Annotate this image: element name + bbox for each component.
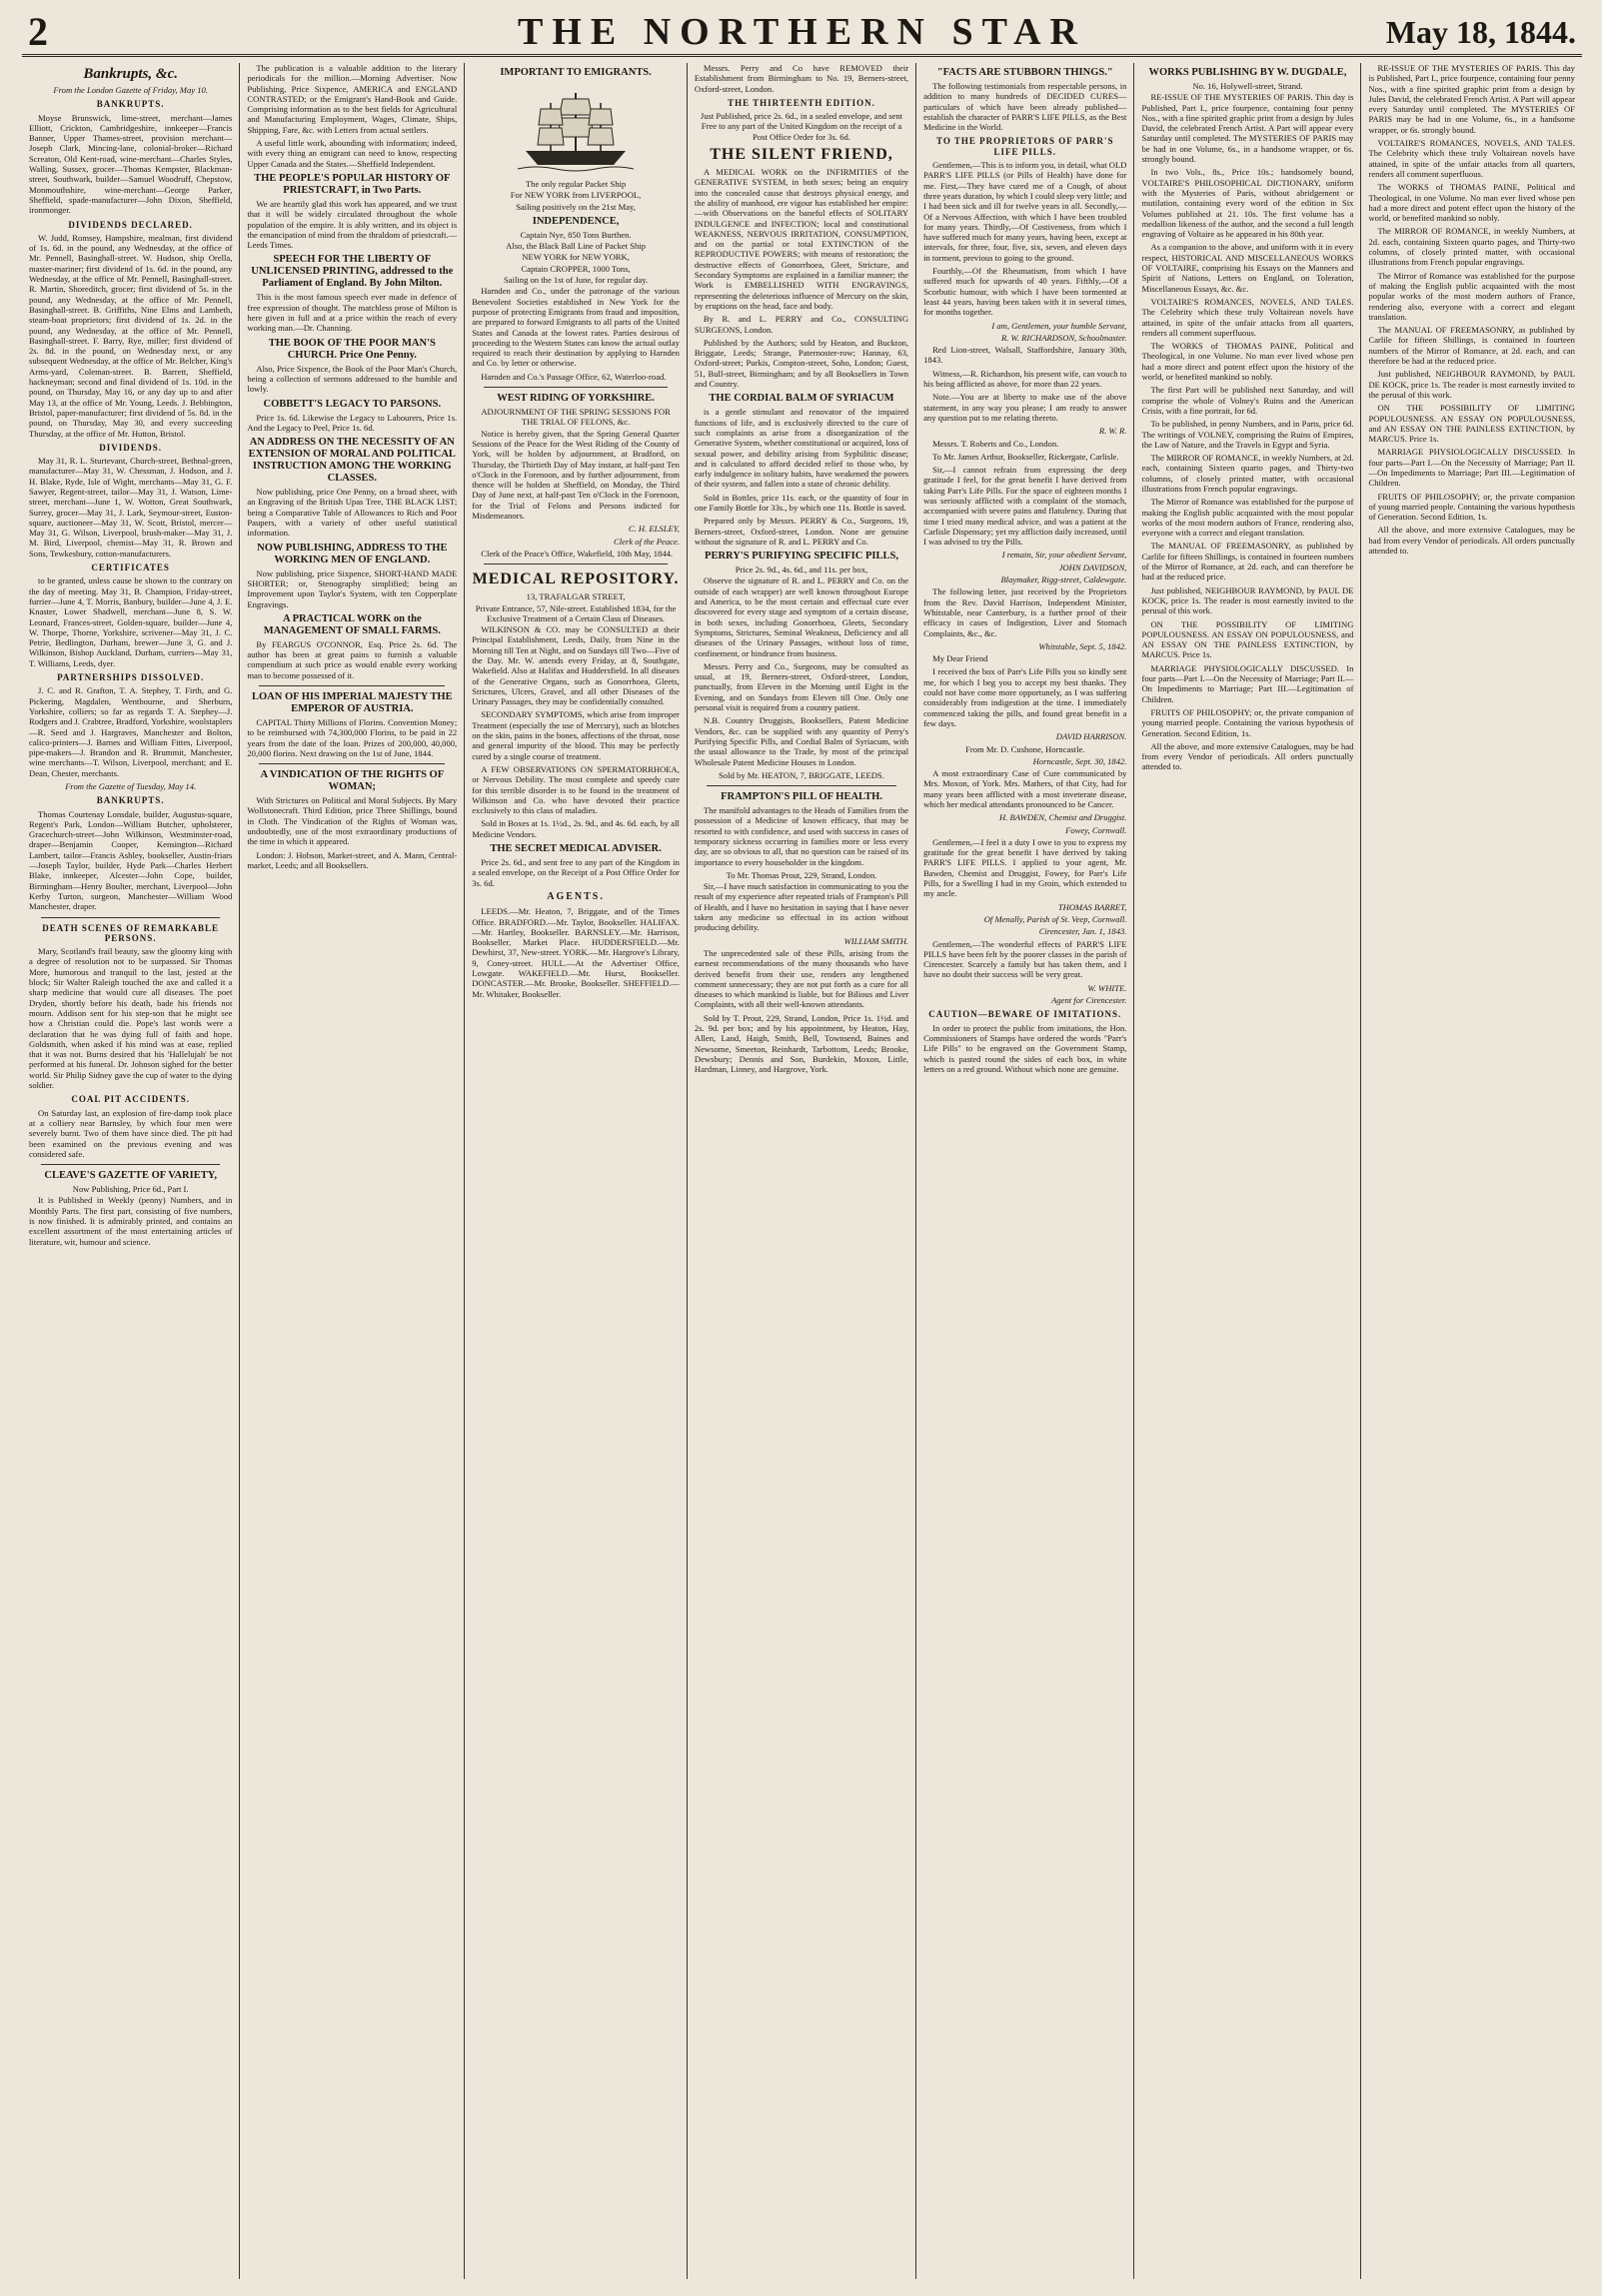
silent-friend-body: A MEDICAL WORK on the INFIRMITIES of the GENERATIVE SYSTEM, in both sexes; being an enquiry into the concealed cause that destroys physical energy, and the ability of manhood, ere vigour has established her empire:—with Observations on the baneful effects of SOLITARY INDULGENCE and INFECTION; local and constitutional WEAKNESS, NERVOUS IRRITATION, CONSUMPTION, and on the partial or total EXTINCTION of the REPRODUCTIVE POWERS; with means of restoration; the destructive effects of Gonorrhoea, Gleet, Stricture, and Secondary Symptoms are explained in a familiar manner; the Work is EMBELLISHED WITH ENGRAVINGS, representing the deleterious influence of Mercury on the skin, by eruptions on the head, face and body. xyxy=(694,167,909,311)
mirror-of-romance-ad-cont: The MIRROR OF ROMANCE, in weekly Numbers, at 2d. each, containing Sixteen quarto pages, and Thirty-two columns, of closely printed matter, with occasional illustrations from French popular engravings. xyxy=(1368,226,1575,268)
frampton-letter: Sir,—I have much satisfaction in communicating to you the result of my experience after repeated trials of Frampton's Pill of Health, and I have no hesitation in saying that I have never taken any medicine so effectual in its action without producing debility. xyxy=(694,881,909,933)
partnerships-list: J. C. and R. Grafton, T. A. Stephey, T. Firth, and G. Pickering, Magdalen, Wentbourne, and Sherburn, Yorkshire, colliers; so far as regards T. A. Stephey—J. Rodgers and J. Crabtree, Bradford, Yorkshire, woolstaplers—R. Seed and J. Hargraves, Manchester and Bolton, calico-printers—J. Barnes and William Fittes, Liverpool, pipe-makers—J. Brandon and R. Brummit, Manchester, wine merchants—T. Wilson, Liverpool, merchant; and E. Dean, Chester, merchants. xyxy=(29,685,233,778)
initials-signature: R. W. R. xyxy=(1098,426,1127,437)
bankrupts-heading: BANKRUPTS. xyxy=(96,99,165,110)
poor-mans-church-text: Also, Price Sixpence, the Book of the Poor Man's Church, being a collection of sermons addressed to the humble and lowly. xyxy=(247,363,458,395)
bawden-signature: H. BAWDEN, Chemist and Druggist. xyxy=(999,812,1127,823)
neighbour-raymond-ad: Just published, NEIGHBOUR RAYMOND, by PAUL DE KOCK, price 1s. The reader is most earnestly invited to the perusal of this work. xyxy=(1141,584,1354,616)
white-letter: Gentlemen,—The wonderful effects of PARR'S LIFE PILLS have been felt by the poorer classes in the parish of Cirencester. Scarcely a family but has taken them, and I have no doubt their success will be very great. xyxy=(923,938,1127,980)
voltaire-dictionary-ad: In two Vols., 8s., Price 10s.; handsomely bound, VOLTAIRE'S PHILOSOPHICAL DICTIONARY, uniform with the Mysteries of Paris, without abridgement or mutilation, containing every word of the edition in Six Volumes published at 21. 10s. The first volume has a medallion likeness of the author, and the second a full length engraving of Voltaire as he appeared in his 80th year. xyxy=(1141,167,1354,240)
certificates-heading: CERTIFICATES xyxy=(91,563,170,574)
column-parr-pills xyxy=(916,63,1134,2279)
freemasonry-manual-ad-cont: The MANUAL OF FREEMASONRY, as published by Carlile for fifteen Shillings, is contained in fourteen numbers of the Mirror of Romance, at 2d. each, and can therefore be had at the reduced price. xyxy=(1368,325,1575,367)
specific-pills-body: Observe the signature of R. and L. PERRY and Co. on the outside of each wrapper) are well known throughout Europe and America, to be the most certain and effectual cure ever discovered for every stage and symptom of a certain disease, in both sexes, including Gonorrhoea, Gleets, Secondary Symptoms, Strictures, Seminal Weakness, Deficiency and all diseases of the Urinary Passages, without loss of time, confinement, or hindrance from business. xyxy=(694,575,909,658)
secret-adviser-body: Price 2s. 6d., and sent free to any part of the Kingdom in a sealed envelope, on the Receipt of a Post Office Order for 3s. 6d. xyxy=(472,857,680,888)
edition-sub: Just Published, price 2s. 6d., in a sealed envelope, and sent Free to any part of the United Kingdom on the receipt of a Post Office Order for 3s. 6d. xyxy=(700,111,903,142)
richardson-closing: I am, Gentlemen, your humble Servant, xyxy=(991,320,1127,331)
richardson-place: Red Lion-street, Walsall, Staffordshire, January 30th, 1843. xyxy=(923,345,1127,366)
gazette-source: From the London Gazette of Friday, May 10. xyxy=(53,85,208,95)
bankrupts-list: Moyse Brunswick, lime-street, merchant—James Elliott, Crickton, Cambridgeshire, innkeeper—Francis Banner, Upper Thames-street, provision merchant—Joseph Clark, Mincing-lane, colonial-broker—Richard Screaton, Old Kent-road, wine-merchant—Charles Styles, Walling, Sussex, grocer—Thomas Kempster, Blackman-street, Southwark, builder—Samuel Woodruff, Chepstow, Monmouthshire, wine-merchant—George Parker, Sheffield, spade-manufacturer—John Dixon, Sheffield, ironmonger. xyxy=(29,112,233,216)
priestcraft-title: THE PEOPLE'S POPULAR HISTORY OF PRIESTCRAFT, in Two Parts. xyxy=(254,172,451,196)
mathers-case: A most extraordinary Case of Cure communicated by Mrs. Moxon, of York. Mrs. Mathers, of that City, had for many years been afflicted with a most inveterate disease, which her medical attendants pronounced to be Cancer. xyxy=(923,768,1127,809)
agents-title: AGENTS. xyxy=(547,890,605,902)
silent-friend-authors: By R. and L. PERRY and Co., CONSULTING SURGEONS, London. xyxy=(694,314,909,335)
sheffield-review: A useful little work, abounding with information; indeed, with every thing an emigrant can need to know, respecting Upper Canada and the States.—Sheffield Independent. xyxy=(247,138,458,169)
note-text: Note.—You are at liberty to make use of the above statement, in any way you please; I am ready to answer any question put to me relating thereto. xyxy=(923,392,1127,423)
bankrupts-list-2: Thomas Courtenay Lonsdale, builder, Augustus-square, Regent's Park, London—William Butcher, upholsterer, Gracechurch-street—John Wilkinson, Westminster-road, draper—Benjamin Cooper, Kensington—Richard Lambert, tailor—Francis Ashley, bookseller, Austin-friars—Joseph Taylor, builder, Hyde Park—Charles Herbert Blake, innkeeper, Alcester—John Cope, builder, Birmingham—Henry Boulter, merchant, Liverpool—John Kerby Turton, surgeon, Manchester—William Wood Manchester, draper. xyxy=(29,808,233,912)
bankrupts-section-title: Bankrupts, &c. xyxy=(83,66,178,82)
richardson-letter-2: Fourthly,—Of the Rheumatism, from which I have suffered much for upwards of 40 years. Fifthly,—Of a Scorbutic humour, with which I have been tormented at least 44 years, having been taken with it in several times, for months together. xyxy=(923,266,1127,318)
barret-place: Of Menally, Parish of St. Veep, Cornwall. xyxy=(983,913,1127,924)
divider xyxy=(484,564,668,565)
frampton-addressee: To Mr. Thomas Prout, 229, Strand, London. xyxy=(726,869,877,880)
publisher-footer: London: J. Hobson, Market-street, and A. Mann, Central-market, Leeds; and all Booksellers. xyxy=(247,849,458,870)
west-riding-title: WEST RIDING OF YORKSHIRE. xyxy=(497,393,655,405)
dividends-declared-heading: DIVIDENDS DECLARED. xyxy=(68,219,193,230)
page-number: 2 xyxy=(28,9,48,54)
harrison-salutation: My Dear Friend xyxy=(932,653,988,664)
priestcraft-review: We are heartily glad this work has appeared, and we trust that it will be widely circulated throughout the whole population of the empire. It is ably written, and its object is the emancipation of mind from the thraldom of priestcraft.—Leeds Times. xyxy=(247,198,458,251)
issue-date: May 18, 1844. xyxy=(1385,14,1576,50)
dugdale-address: No. 16, Holywell-street, Strand. xyxy=(1192,81,1303,91)
emigrants-title: IMPORTANT TO EMIGRANTS. xyxy=(500,67,652,78)
freemasonry-manual-ad: The MANUAL OF FREEMASONRY, as published by Carlile for fifteen Shillings, is contained in fourteen numbers of the Mirror of Romance, at 2d. each, and can therefore be had at the reduced price. xyxy=(1141,541,1354,582)
medical-repository-sub: Private Entrance, 57, Nile-street. Established 1834, for the Exclusive Treatment of a Certain Class of Diseases. xyxy=(475,602,677,623)
specific-pills-trade: N.B. Country Druggists, Booksellers, Patent Medicine Vendors, &c. can be supplied with any quantity of Perry's Purifying Specific Pills, and Cordial Balm of Syriacum, with the usual allowance to the Trade, by most of the principal Wholesale Patent Medicine Houses in London. xyxy=(694,715,909,767)
white-role: Agent for Cirencester. xyxy=(1051,995,1127,1006)
ship-line-2: For NEW YORK from LIVERPOOL, xyxy=(510,190,642,201)
fruits-of-philosophy-ad: FRUITS OF PHILOSOPHY; or, the private companion of young married people. Containing the various hypothesis of Generation. Second Edition, 1s. xyxy=(1141,706,1354,738)
ship-line-3: Sailing positively on the 21st May, xyxy=(516,201,636,212)
columns xyxy=(22,63,1582,2279)
west-riding-place: Clerk of the Peace's Office, Wakefield, 10th May, 1844. xyxy=(481,548,674,559)
populousness-essay-ad-cont: ON THE POSSIBILITY OF LIMITING POPULOUSNESS. AN ESSAY ON POPULOUSNESS, and AN ESSAY ON THE PAINLESS EXTINCTION, by MARCUS. Price 1s. xyxy=(1368,403,1575,445)
masthead xyxy=(22,10,1582,57)
west-riding-signature-role: Clerk of the Peace. xyxy=(614,536,680,547)
catalogues-note-cont: All the above, and more extensive Catalogues, may be had from every Vendor of periodicals. All orders punctually attended to. xyxy=(1368,525,1575,557)
harrison-signature: DAVID HARRISON. xyxy=(1055,731,1127,742)
tuesday-gazette-source: From the Gazette of Tuesday, May 14. xyxy=(65,781,197,791)
agents-list: LEEDS.—Mr. Heaton, 7, Briggate, and of the Times Office. BRADFORD.—Mr. Taylor, Bookseller. HALIFAX.—Mr. Hartley, Bookseller. BARNSLEY.—Mr. Harrison, Bookseller, Market Place. HUDDERSFIELD.—Mr. Dewhirst, 37, New-street. YORK.—Mr. Hargrove's Library, 9, Coney-street. HULL.—At the Advertiser Office, Lowgate. WAKEFIELD.—Mr. Hurst, Bookseller. DONCASTER.—Mr. Brooke, Bookseller. SHEFFIELD.—Mr. Whitaker, Bookseller. xyxy=(472,906,680,999)
white-place: Cirencester, Jan. 1, 1843. xyxy=(1038,926,1127,937)
specific-pills-title: PERRY'S PURIFYING SPECIFIC PILLS, xyxy=(705,551,898,563)
cleave-gazette-body: It is Published in Weekly (penny) Numbers, and in Monthly Parts. The first part, consisting of five numbers, is now finished. It is admirably printed, and contains an excellent assortment of the most entertaining articles of literature, wit, humour and science. xyxy=(29,1195,233,1247)
frampton-body: The manifold advantages to the Heads of Families from the possession of a Medicine of known efficacy, that may be resorted to with confidence, and used with success in cases of temporary sickness occurring in families more or less every day, are so obvious to all, that no question can be raised of its importance to every householder in the kingdom. xyxy=(694,805,909,867)
dugdale-title: WORKS PUBLISHING BY W. DUGDALE, xyxy=(1148,67,1347,78)
emigrant-handbook-ad: The publication is a valuable addition to the literary periodicals for the million.—Morning Advertiser. Now Publishing, Price Sixpence, AMERICA and ENGLAND CONTRASTED; or the Emigrant's Hand-Book and Guide. Comprising information as to the best fields for Agricultural and Manufacturing Employment, Wages, Climate, Ships, Shipping, Fare, &c. with Letters from actual settlers. xyxy=(247,63,458,135)
cordial-balm-price: Sold in Bottles, price 11s. each, or the quantity of four in one Family Bottle for 33s., by which one 11s. Bottle is saved. xyxy=(694,492,909,513)
richardson-name: R. W. RICHARDSON, Schoolmaster. xyxy=(1000,332,1127,343)
instruction-address-title: AN ADDRESS ON THE NECESSITY OF AN EXTENSION OF MORAL AND POLITICAL INSTRUCTION AMONG THE WORKING CLASSES. xyxy=(248,437,456,485)
short-hand-text: Now publishing, price Sixpence, SHORT-HAND MADE SHORTER; or, Stenography simplified; being an Improvement upon Taylor's System, with ten Copperplate Engravings. xyxy=(247,568,458,609)
frampton-agents: Sold by T. Prout, 229, Strand, London, Price 1s. 1½d. and 2s. 9d. per box; and by his appointment, by Heaton, Hay, Allen, Land, Haigh, Smith, Bell, Townsend, Baines and Newsome, Smeeton, Reinhardt, Tarbottom, Leeds; Brooke, Dewsbury; Dennis and Son, Burdekin, Moxon, Little, Hardman, Linney, and Hargrove, York. xyxy=(694,1012,909,1075)
divider xyxy=(484,387,668,388)
coal-pit-heading: COAL PIT ACCIDENTS. xyxy=(71,1094,190,1105)
witness-text: Witness,—R. Richardson, his present wife, can vouch to his being afflicted as above, for more than 22 years. xyxy=(923,368,1127,390)
bawden-place: Fowey, Cornwall. xyxy=(1065,824,1127,835)
west-riding-body: Notice is hereby given, that the Spring General Quarter Sessions of the Peace for the West Riding of the County of York, will be holden by adjournment, at Bradford, on Thursday, the Thirtieth Day of May instant, at half-past Ten o'Clock in the Forenoon, and by further adjournment, from thence will be holden at Sheffield, on Monday, the Third Day of June next, at half-past Ten o'Clock in the Forenoon, for the Trial of Felons and Persons indicted for Misdemeanors. xyxy=(472,428,680,522)
arthur-addressee: To Mr. James Arthur, Bookseller, Rickergate, Carlisle. xyxy=(932,451,1119,462)
cleave-gazette-price: Now Publishing, Price 6d., Part I. xyxy=(72,1184,189,1195)
davidson-closing: I remain, Sir, your obedient Servant, xyxy=(1001,550,1127,561)
marriage-discussed-ad: MARRIAGE PHYSIOLOGICALLY DISCUSSED. In four parts—Part I.—On the Necessity of Marriage; Part II.—On Impediments to Marriage; Part III.—Legitimation of Children. xyxy=(1141,662,1354,704)
roberts-addressee: Messrs. T. Roberts and Co., London. xyxy=(932,438,1059,449)
paine-works-ad: The WORKS of THOMAS PAINE, Political and Theological, in one Volume. No man ever lived whose pen had a more direct and potent effect upon the history of the world, or benefited mankind so nobly. xyxy=(1141,341,1354,383)
barret-signature: THOMAS BARRET, xyxy=(1057,901,1127,912)
medical-repository-body-3: A FEW OBSERVATIONS ON SPERMATORRHOEA, or Nervous Debility. The most complete and speedy cure for this terrible disorder is to be found in the treatment of Wilkinson and Co. who have devoted their practice exclusively to this class of maladies. xyxy=(472,763,680,816)
divider xyxy=(259,763,445,764)
facts-intro: The following testimonials from respectable persons, in addition to many hundreds of DECIDED CURES—particulars of which have been already published—establish the character of PARR'S LIFE PILLS, as the Best Medicine in the World. xyxy=(923,81,1127,133)
mirror-of-romance-ad: The MIRROR OF ROMANCE, in weekly Numbers, at 2d. each, containing Sixteen quarto pages, and Thirty-two columns, of closely printed matter, with occasional illustrations from French popular engravings. xyxy=(1141,453,1354,494)
barret-letter: Gentlemen,—I feel it a duty I owe to you to express my gratitude for the great benefit I have derived by taking PARR'S LIFE PILLS. I applied to your agent, Mr. Bawden, Chemist and Druggist, Fowey, for Parr's Life Pills, for a Swelling I had in my Groin, which extended to my ancle. xyxy=(923,836,1127,899)
black-list-text: Now publishing, price One Penny, on a broad sheet, with an Engraving of the British Upas Tree, THE BLACK LIST; being a Comparative Table of Allowances to Rich and Poor Paupers, with a variety of other useful statistical information. xyxy=(247,487,458,539)
harrison-letter: I received the box of Parr's Life Pills you so kindly sent me, for which I beg you to accept my best thanks. They could not have come more opportunely, as I was suffering considerably from indigestion at the time. I immediately commenced taking the pills, and found great benefit in a few days. xyxy=(923,666,1127,728)
ship-line-9: Sailing on the 1st of June, for regular day. xyxy=(504,275,649,286)
voltaire-works-ad: As a companion to the above, and uniform with it in every respect, HISTORICAL AND MISCELLANEOUS WORKS OF VOLTAIRE, comprising his Essays on the Manners and Spirit of Nations, Letters on England, on Toleration, Miscellaneous Essays, &c. &c. xyxy=(1141,242,1354,294)
cleave-gazette-title: CLEAVE'S GAZETTE OF VARIETY, xyxy=(44,1170,217,1182)
medical-repository-body-2: SECONDARY SYMPTOMS, which arise from improper Treatment (especially the use of Mercury), such as blotches on the skin, pains in the bones, affections of the throat, nose and general impurity of the blood. This may be perfectly cured by a single course of treatment. xyxy=(472,709,680,761)
medical-repository-body: WILKINSON & CO. may be CONSULTED at their Principal Establishment, Leeds, Daily, from Nine in the Morning till Ten at Night, and on Sundays till Two—Five of the Day. Mr. W. attends every Friday, at 8, Southgate, Wakefield. Also at Halifax and Huddersfield. In all diseases of the Generative Organs, such as Gonorrhoea, Gleets, Strictures, Ulcers, Gravel, and all other Diseases of the Urinary Passages, they may be confidentially consulted. xyxy=(472,624,680,707)
coal-pit-text: On Saturday last, an explosion of fire-damp took place at a colliery near Barnsley, by which four men were severely burnt. Two of them have since died. The pit had been examined on the previous evening and was considered safe. xyxy=(29,1107,233,1159)
mirror-of-romance-purpose-cont: The Mirror of Romance was established for the purpose of making the English public acquainted with the most popular works of the most modern authors of France, rendering also, everyone with a correct and elegant translation. xyxy=(1368,270,1575,322)
edition-label: THE THIRTEENTH EDITION. xyxy=(728,97,875,108)
richardson-letter: Gentlemen,—This is to inform you, in detail, what OLD PARR'S LIFE PILLS (or Pills of Health) have done for me. First,—They have cured me of a Cough, of about three years duration, by which I could sleep very little; and I had been sick and ill for twelve years in all. Secondly,—Of a Nervous Affection, with which I have been troubled for many years. Thirdly,—Of Costiveness, from which I have suffered much for many years, having been, except at intervals, for three, four, five, six, seven, and eleven days in torment, previous to going to the ground. xyxy=(923,160,1127,263)
rights-of-woman-text: With Strictures on Political and Moral Subjects. By Mary Wollstonecraft. Third Edition, price Three Shillings, bound in Cloth. The Vindication of the Rights of Woman was, undoubtedly, one of the most extraordinary productions of the time in which it appeared. xyxy=(247,795,458,847)
harrison-place: Whitstable, Sept. 5, 1842. xyxy=(1038,640,1127,651)
divider xyxy=(41,917,220,918)
newspaper-title: THE NORTHERN STAR xyxy=(517,11,1087,53)
facts-title: "FACTS ARE STUBBORN THINGS." xyxy=(936,67,1113,78)
frampton-body-2: The unprecedented sale of these Pills, arising from the earnest recommendations of the many thousands who have derived benefit from their use, renders any lengthened comment unnecessary; they are not put forth as a cure for all diseases to which mankind is liable, but for Bilious and Liver Complaints, with all their well-known attendants. xyxy=(694,947,909,1010)
divider xyxy=(41,1164,220,1165)
column-silent-friend xyxy=(688,63,916,2279)
catalogues-note: All the above, and more extensive Catalogues, may be had from every Vendor of periodicals. All orders punctually attended to. xyxy=(1141,740,1354,772)
caution-text: In order to protect the public from imitations, the Hon. Commissioners of Stamps have ordered the words "Parr's Life Pills" to be engraved on the Government Stamp, which is pasted round the sides of each box, in white letters on a red ground. Without which none are genuine. xyxy=(923,1022,1127,1074)
column-continuation xyxy=(1361,63,1582,2279)
davidson-name: JOHN DAVIDSON, xyxy=(1058,562,1127,573)
ship-line-7: NEW YORK for NEW YORK, xyxy=(522,252,630,263)
milton-speech-title: SPEECH FOR THE LIBERTY OF UNLICENSED PRINTING, addressed to the Parliament of England. By John Milton. xyxy=(251,254,454,290)
column-dugdale-works xyxy=(1134,63,1361,2279)
silent-friend-publishers: Published by the Authors; sold by Heaton, and Buckton, Briggate, Leeds; Strange, Paternoster-row; Hannay, 63, Oxford-street; Purkis, Compton-street, Soho, London; Guest, 51, Bull-street, Birmingham; and by all Booksellers in Town and Country. xyxy=(694,337,909,390)
small-farms-text: By FEARGUS O'CONNOR, Esq. Price 2s. 6d. The author has been at great pains to furnish a valuable compendium at such price as would enable every working man to become possessed of it. xyxy=(247,638,458,680)
mirror-of-romance-purpose: The Mirror of Romance was established for the purpose of making the English public acquainted with the most popular works of the most modern authors of France, rendering also, everyone with a correct and elegant translation. xyxy=(1141,497,1354,539)
cushone-from: From Mr. D. Cushone, Horncastle. xyxy=(965,743,1085,754)
cobbett-legacy-text: Price 1s. 6d. Likewise the Legacy to Labourers, Price 1s. And the Legacy to Peel, Price 1s. 6d. xyxy=(247,412,458,433)
death-scenes-text: Mary, Scotland's frail beauty, saw the gloomy king with a degree of resolution not to be surpassed. Sir Thomas More, humorous and tranquil to the last, jested at the block; Sir Walter Raleigh touched the axe and called it a sharp medicine that would cure all diseases. The poet Dryden, shortly before his death, bade his friends not mourn. Addison sent for his step-son that he might see how a Christian could die. Pope's last words were a declaration that he was dying full of faith and hope. Goldsmith, when asked if his mind was at ease, replied that it was not. Burns desired that his 'Hallelujah' be not performed at his funeral. Dr. Johnson sighed for the better world. Sir Philip Sidney gave the cup of water to the dying soldier. xyxy=(29,946,233,1091)
to-proprietors: TO THE PROPRIETORS OF PARR'S LIFE PILLS. xyxy=(936,136,1114,157)
poor-mans-church-title: THE BOOK OF THE POOR MAN'S CHURCH. Price One Penny. xyxy=(268,337,436,361)
harnden-address: Harnden and Co.'s Passage Office, 62, Waterloo-road. xyxy=(481,371,667,382)
dividends-declared-list: W. Judd, Romsey, Hampshire, mealman, first dividend of 1s. 6d. in the pound, any Wednesday, at the office of Mr. Pennell, Basinghall-street. W. Hudson, ship Orella, master-mariner; first dividend of 1s. 6d. in the pound, any Wednesday, at the office of Mr. Pennell, Basinghall-street. R. Martin, Shoreditch, grocer; first dividend of 5s. in the pound, any Wednesday, at the office of Mr. Pennell, Basinghall-street. B. Griffiths, Nine Elms and Lambeth, steam-boat proprietors; first dividend of 1s. 2d. in the pound, any Wednesday, at the office of Mr. Pennell, Basinghall-street. F. Barry, Rye, miller; first dividend of 2s. 8d. in the pound, on Wednesday next, or any subsequent Wednesday, at the office of Mr. Belcher, King's Arms-yard, Coleman-street. B. Barrett, Sheffield, hackneyman; second and final dividend of 1s. 10d. in the pound, on Thursday, May 16, or any day up to and after May 13, at the office of Mr. Young, Leeds. J. Bebbington, Bristol, paper-manufacturer; first dividend of 5s. 8d. in the pound, on Thursday, May 30, and every succeeding Thursday, at the office of Mr. Hutton, Bristol. xyxy=(29,232,233,439)
rights-of-woman-title: A VINDICATION OF THE RIGHTS OF WOMAN; xyxy=(260,769,445,793)
harrison-intro: The following letter, just received by the Proprietors from the Rev. David Harrison, Independent Minister, Whitstable, near Canterbury, is a further proof of their efficacy in cases of Indigestion, Liver and Stomach Complaints, &c., &c. xyxy=(923,586,1127,638)
milton-speech-review: This is the most famous speech ever made in defence of free expression of thought. The matchless prose of Milton is here given in full and at a price within the reach of every working man.—Dr. Channing. xyxy=(247,292,458,334)
sailing-ship-illustration xyxy=(516,85,636,175)
populousness-essay-ad: ON THE POSSIBILITY OF LIMITING POPULOUSNESS. AN ESSAY ON POPULOUSNESS, and AN ESSAY ON THE PAINLESS EXTINCTION, by MARCUS. Price 1s. xyxy=(1141,618,1354,660)
west-riding-sub: ADJOURNMENT OF THE SPRING SESSIONS FOR THE TRIAL OF FELONS, &c. xyxy=(481,407,671,428)
austria-loan-title: LOAN OF HIS IMPERIAL MAJESTY THE EMPEROR OF AUSTRIA. xyxy=(251,690,453,714)
paine-works-ad-cont: The WORKS of THOMAS PAINE, Political and Theological, in one Volume. No man ever lived whose pen had a more direct and potent effect upon the history of the world, or benefited mankind so nobly. xyxy=(1368,182,1575,224)
austria-loan-text: CAPITAL Thirty Millions of Florins. Convention Money; to be reimbursed with 74,300,000 Florins, to be paid in 22 years from the date of the loan. Prizes of 200,000, 40,000, 20,000 florins. Next drawing on the 1st of June, 1844. xyxy=(247,716,458,758)
frampton-letter-signature: WILLIAM SMITH. xyxy=(843,935,909,946)
specific-pills-consult: Messrs. Perry and Co., Surgeons, may be consulted as usual, at 19, Berners-street, Oxford-street, London, punctually, from Eleven in the Morning until Eight in the Evening, and on Sundays from Eleven till One. Only one personal visit is required from a country patient. xyxy=(694,660,909,713)
voltaire-romances-ad-cont: VOLTAIRE'S ROMANCES, NOVELS, AND TALES. The Celebrity which these truly Voltairean novels have attained, in spite of the unfair attacks from all quarters, renders all comment superfluous. xyxy=(1368,138,1575,179)
bankrupts-heading-2: BANKRUPTS. xyxy=(96,795,165,806)
secret-adviser-title: THE SECRET MEDICAL ADVISER. xyxy=(490,843,662,855)
partnerships-heading: PARTNERSHIPS DISSOLVED. xyxy=(57,672,205,683)
medical-repository-address: 13, TRAFALGAR STREET, xyxy=(526,591,626,602)
mysteries-of-paris-ad: RE-ISSUE OF THE MYSTERIES OF PARIS. This day is Published, Part I., price fourpence, containing four penny Nos., with a fine spirited graphic print from a design by Jules David, the celebrated French Artist. A Part will appear every Saturday until completed. The MYSTERIES OF PARIS may be had in one Volume, 6s., in a handsome wrapper, or 6s. strongly bound. xyxy=(1141,92,1354,165)
ship-line-4: INDEPENDENCE, xyxy=(532,215,620,227)
cobbett-legacy-title: COBBETT'S LEGACY TO PARSONS. xyxy=(263,398,442,410)
small-farms-title: A PRACTICAL WORK on the MANAGEMENT OF SMALL FARMS. xyxy=(263,612,441,636)
marriage-discussed-ad-cont: MARRIAGE PHYSIOLOGICALLY DISCUSSED. In four parts—Part I.—On the Necessity of Marriage; Part II.—On Impediments to Marriage; Part III.—Legitimation of Children. xyxy=(1368,447,1575,489)
west-riding-signature: C. H. ELSLEY, xyxy=(628,524,680,535)
ship-line-1: The only regular Packet Ship xyxy=(525,179,627,189)
cushone-place: Horncastle, Sept. 30, 1842. xyxy=(1032,755,1127,766)
divider xyxy=(707,785,896,786)
cordial-balm-maker: Prepared only by Messrs. PERRY & Co., Surgeons, 19, Berners-street, Oxford-street, London. None are genuine without the signature of R. and L. PERRY and Co. xyxy=(694,516,909,547)
divider xyxy=(259,685,445,686)
voltaire-romances-ad: VOLTAIRE'S ROMANCES, NOVELS, AND TALES. The Celebrity which these truly Voltairean novels have attained, in spite of the unfair attacks from all quarters, renders all comment superfluous. xyxy=(1141,296,1354,338)
davidson-place: Blaymaker, Rigg-street, Caldewgate. xyxy=(1000,574,1127,585)
certificates-list: to be granted, unless cause be shown to the contrary on the day of meeting. May 31, B. Champion, Friday-street, furrier—June 4, T. Morris, Banbury, builder—June 4, J. E. Knaster, Lower Shadwell, merchant—June 8, S. W. Leonard, Frances-street, Golden-square, builder—June 4, W. Thorpe, Thorne, Yorkshire, scrivener—May 31, J. C. Petrie, Bedlington, Durham, brewer—June 3, G. and J. Wilkinson, Bishop Auckland, Durham, curriers—May 31, T. Williams, Leeds, dyer. xyxy=(29,575,233,668)
ship-line-6: Also, the Black Ball Line of Packet Ship xyxy=(506,241,646,252)
frampton-title: FRAMPTON'S PILL OF HEALTH. xyxy=(721,791,882,803)
dividends-list: May 31, R. L. Sturtevant, Church-street, Bethnal-green, manufacturer—May 31, W. Chessman, J. Hodson, and J. H. Blake, Ryde, Isle of Wight, merchants—May 31, G. F. Sawyer, Regent-street, tailor—May 31, J. Watson, Lime-street, merchant—June 1, W. Wotton, Great Southwark, Surrey, grocer—May 31, J. Lark, Seymour-street, Euston-square, auctioneer—May 31, W. Scott, Bristol, mercer—May 31, G. Wilson, Liverpool, brush-maker—May 31, J. M. Bird, Liverpool, chemist—May 31, R. Brown and Sons, Tewkesbury, cotton-manufacturers. xyxy=(29,456,233,559)
volney-writings-ad: To be published, in penny Numbers, and in Parts, price 6d. The writings of VOLNEY, comprising the Ruins of Empires, the Law of Nature, and the Travels in Egypt and Syria. xyxy=(1141,419,1354,450)
working-men-address-title: NOW PUBLISHING, ADDRESS TO THE WORKING MEN OF ENGLAND. xyxy=(257,542,448,566)
cordial-balm-title: THE CORDIAL BALM OF SYRIACUM xyxy=(709,393,894,405)
death-scenes-heading: DEATH SCENES OF REMARKABLE PERSONS. xyxy=(42,922,220,943)
caution-title: CAUTION—BEWARE OF IMITATIONS. xyxy=(928,1009,1122,1020)
fruits-of-philosophy-ad-cont: FRUITS OF PHILOSOPHY; or, the private companion of young married people. Containing the various hypothesis of Generation. Second Edition, 1s. xyxy=(1368,491,1575,523)
column-emigrants-medical xyxy=(465,63,688,2279)
heaton-sold-by: Sold by Mr. HEATON, 7, BRIGGATE, LEEDS. xyxy=(719,769,884,780)
white-signature: W. WHITE. xyxy=(1087,982,1127,993)
silent-friend-title: THE SILENT FRIEND, xyxy=(710,146,893,164)
medical-repository-body-4: Sold in Boxes at 1s. 1½d., 2s. 9d., and 4s. 6d. each, by all Medicine Vendors. xyxy=(472,818,680,839)
volney-part-ad: The first Part will be published next Saturday, and will comprise the whole of Volney's Ruins and the American Crisis, with a fine portrait, for 6d. xyxy=(1141,385,1354,416)
cordial-balm-body: is a gentle stimulant and renovator of the impaired functions of life, and is exclusively directed to the cure of such complaints as arise from a disorganization of the Generative System, whether constitutional or acquired, loss of sexual power, and debility arising from Syphilitic disease; and is calculated to afford decided relief to those who, by early indulgence in solitary habits, have weakened the powers of their system, and fallen into a state of chronic debility. xyxy=(694,407,909,490)
davidson-letter: Sir,—I cannot refrain from expressing the deep gratitude I feel, for the great benefit I have derived from taking Parr's Life Pills. For the space of eighteen months I was seriously afflicted with a complaint of the stomach, accompanied with severe pains and flatulency. During that time I tried many medical advice, and was a patient at the Carlisle Dispensary; yet my affliction daily increased, until I was advised to try the Pills. xyxy=(923,465,1127,548)
harnden-body: Harnden and Co., under the patronage of the various Benevolent Societies established in New York for the purpose of protecting Emigrants from fraud and imposition, are prepared to forward Emigrants to all parts of the United States and Canada at the lowest rates. Parties desirous of proceeding to the Western States can know the actual outlay required to reach their destination by applying to Harnden and Co. by letter or otherwise. xyxy=(472,286,680,369)
specific-pills-price: Price 2s. 9d., 4s. 6d., and 11s. per box, xyxy=(735,565,868,575)
ship-line-8: Captain CROPPER, 1000 Tons, xyxy=(521,263,631,274)
medical-repository-title: MEDICAL REPOSITORY. xyxy=(472,571,680,588)
perry-removal-notice: Messrs. Perry and Co have REMOVED their Establishment from Birmingham to No. 19, Berners-street, Oxford-street, London. xyxy=(694,63,909,94)
mysteries-of-paris-ad-cont: RE-ISSUE OF THE MYSTERIES OF PARIS. This day is Published, Part I., price fourpence, containing four penny Nos., with a fine spirited graphic print from a design by Jules David, the celebrated French Artist. A Part will appear every Saturday until completed. The MYSTERIES OF PARIS may be had in one Volume, 6s., in a handsome wrapper, or 6s. strongly bound. xyxy=(1368,63,1575,135)
column-publications xyxy=(240,63,465,2279)
dividends-heading: DIVIDENDS. xyxy=(99,442,163,453)
ship-line-5: Captain Nye, 850 Tons Burthen. xyxy=(520,229,632,240)
neighbour-raymond-ad-cont: Just published, NEIGHBOUR RAYMOND, by PAUL DE KOCK, price 1s. The reader is most earnestly invited to the perusal of this work. xyxy=(1368,369,1575,400)
column-bankrupts xyxy=(22,63,240,2279)
